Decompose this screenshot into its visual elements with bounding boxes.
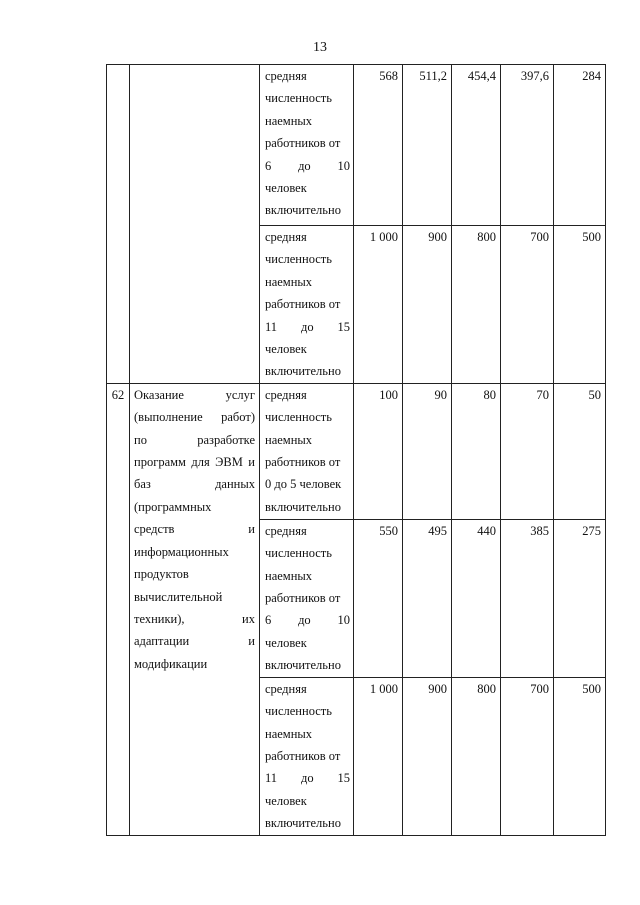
criterion-line: человек: [265, 635, 307, 650]
criterion-line: средняя: [265, 230, 307, 244]
criterion-line: 0 до 5 человек: [265, 477, 342, 492]
value-cell: 511,2: [403, 65, 452, 226]
row-number-cell: [107, 65, 130, 384]
criterion-line: включительно: [265, 816, 341, 831]
criterion-line: человек: [265, 342, 307, 357]
criterion-line: численность: [265, 546, 332, 561]
criterion-line: включительно: [265, 203, 341, 218]
activity-name-line: средств и: [134, 522, 255, 537]
criterion-line: средняя: [265, 523, 307, 538]
criterion-line: включительно: [265, 364, 341, 379]
criterion-line: 11 до 15: [265, 771, 350, 786]
criterion-line: человек: [265, 793, 307, 808]
criterion-cell: [260, 65, 354, 226]
activity-name-line: техники), их: [134, 611, 255, 626]
criterion-line: численность: [265, 91, 332, 106]
value-cell: 80: [452, 383, 501, 519]
criterion-line: численность: [265, 704, 332, 719]
value-cell: 275: [554, 519, 606, 677]
value-cell: 900: [403, 226, 452, 384]
criterion-line: средняя: [265, 387, 307, 402]
criterion-line: наемных: [265, 568, 313, 583]
value-cell: 385: [501, 519, 554, 677]
criterion-line: включительно: [265, 658, 341, 673]
value-cell: 495: [403, 519, 452, 677]
table-row: [107, 383, 606, 519]
value-cell: 90: [403, 383, 452, 519]
criterion-cell: [260, 383, 354, 519]
criterion-line: наемных: [265, 113, 313, 128]
criterion-cell: [260, 226, 354, 384]
value-cell: 454,4: [452, 65, 501, 226]
value-cell: 800: [452, 677, 501, 835]
row-number-cell: 62: [107, 383, 130, 835]
activity-name-line: продуктов: [134, 567, 189, 582]
criterion-line: включительно: [265, 499, 341, 514]
activity-name-line: вычислительной: [134, 589, 223, 604]
criterion-line: средняя: [265, 69, 307, 83]
value-cell: 1 000: [354, 226, 403, 384]
activity-name-line: Оказание услуг: [134, 387, 255, 402]
criterion-line: работников от: [265, 297, 341, 312]
activity-name-line: адаптации и: [134, 634, 255, 649]
activity-name-line: модификации: [134, 656, 208, 671]
value-cell: 1 000: [354, 677, 403, 835]
value-cell: 500: [554, 226, 606, 384]
value-cell: 284: [554, 65, 606, 226]
criterion-line: численность: [265, 410, 332, 425]
value-cell: 397,6: [501, 65, 554, 226]
criterion-line: работников от: [265, 591, 341, 606]
value-cell: 70: [501, 383, 554, 519]
activity-name-cell: [130, 65, 260, 384]
value-cell: 550: [354, 519, 403, 677]
criterion-cell: [260, 519, 354, 677]
criterion-line: наемных: [265, 726, 313, 741]
value-cell: 50: [554, 383, 606, 519]
criterion-line: работников от: [265, 748, 341, 763]
criterion-line: 6 до 10: [265, 613, 350, 628]
criterion-line: 6 до 10: [265, 158, 350, 173]
criterion-line: средняя: [265, 681, 307, 696]
criterion-line: численность: [265, 252, 332, 267]
value-cell: 500: [554, 677, 606, 835]
value-cell: 100: [354, 383, 403, 519]
criterion-line: 11 до 15: [265, 319, 350, 334]
value-cell: 568: [354, 65, 403, 226]
activity-name-line: программ для ЭВМ и: [134, 455, 255, 470]
activity-name-line: по разработке: [134, 432, 255, 447]
criterion-line: наемных: [265, 432, 313, 447]
criterion-line: работников от: [265, 455, 341, 470]
page-number: 13: [313, 40, 327, 55]
value-cell: 800: [452, 226, 501, 384]
table-row: [107, 65, 606, 226]
criterion-line: человек: [265, 181, 307, 196]
activity-name-line: (выполнение работ): [134, 410, 255, 425]
value-cell: 900: [403, 677, 452, 835]
tariff-table: [106, 64, 606, 836]
activity-name-line: (программных: [134, 499, 212, 514]
activity-name-line: баз данных: [134, 477, 255, 492]
criterion-line: наемных: [265, 274, 313, 289]
value-cell: 700: [501, 677, 554, 835]
activity-name-line: информационных: [134, 544, 229, 559]
activity-name-cell: [130, 383, 260, 835]
value-cell: 440: [452, 519, 501, 677]
value-cell: 700: [501, 226, 554, 384]
criterion-cell: [260, 677, 354, 835]
criterion-line: работников от: [265, 136, 341, 151]
